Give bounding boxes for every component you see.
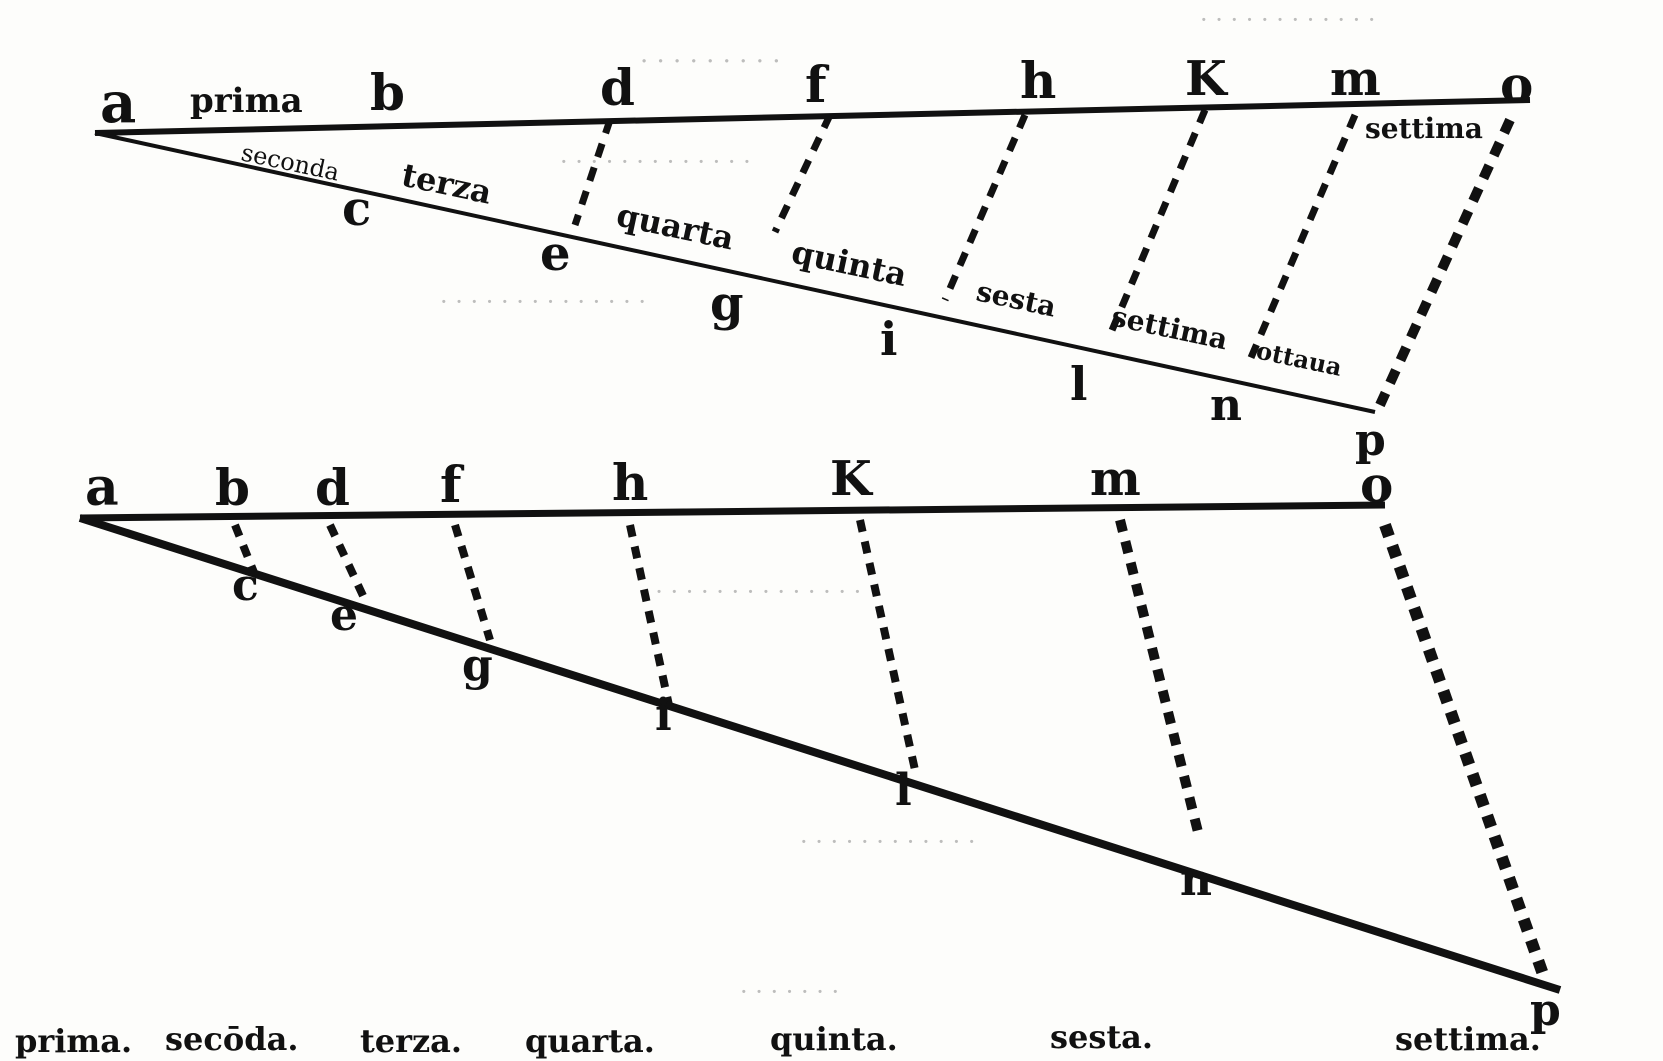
upper-label-p: p xyxy=(1355,415,1386,466)
caption-seconda: secōda. xyxy=(165,1020,299,1058)
lower-dash-h-i xyxy=(630,525,670,710)
upper-word-quinta: quinta xyxy=(788,232,911,295)
lower-label-K: K xyxy=(830,451,872,507)
upper-word-seconda: seconda xyxy=(238,138,342,187)
upper-word-terza: terza xyxy=(398,155,496,212)
upper-label-i: i xyxy=(880,312,898,366)
lower-top-line xyxy=(80,505,1385,518)
lower-dash-m-n xyxy=(1120,520,1200,840)
upper-figure xyxy=(95,51,1533,466)
lower-label-d: d xyxy=(315,458,350,517)
bottom-caption xyxy=(15,1018,1541,1060)
lower-dash-o-p xyxy=(1385,525,1545,980)
upper-label-e: e xyxy=(540,226,571,282)
lower-label-c: c xyxy=(232,560,259,611)
upper-word-sesta: sesta xyxy=(973,274,1060,324)
upper-label-h: h xyxy=(1020,51,1057,110)
lower-figure xyxy=(80,451,1561,1036)
ghost-line-3: · · · · · · · · · · · · · xyxy=(560,148,751,176)
upper-dash-h-i xyxy=(945,115,1025,300)
upper-word-ottaua: ottaua xyxy=(1253,335,1345,382)
lower-label-b: b xyxy=(215,458,250,517)
lower-label-l: l xyxy=(895,765,912,816)
lower-dash-K-l xyxy=(860,520,915,770)
lower-label-e: e xyxy=(330,590,358,641)
upper-label-d: d xyxy=(600,58,635,117)
upper-label-f: f xyxy=(805,55,827,114)
lower-dash-f-g xyxy=(455,525,490,640)
upper-label-a: a xyxy=(100,70,137,136)
upper-word-settima-top: settima xyxy=(1365,112,1483,145)
lower-label-f: f xyxy=(440,455,462,514)
ghost-line-5: · · · · · · · · · · · · · · · xyxy=(640,578,862,606)
upper-label-m: m xyxy=(1330,51,1381,107)
lower-label-g: g xyxy=(462,640,493,691)
caption-sesta: sesta. xyxy=(1050,1018,1154,1056)
ghost-line-2: · · · · · · · · · · · · xyxy=(1200,6,1376,34)
lower-dash-d-e xyxy=(330,525,365,600)
caption-settima: settima. xyxy=(1395,1020,1541,1058)
upper-label-K: K xyxy=(1185,51,1227,107)
caption-prima: prima. xyxy=(15,1022,133,1060)
upper-label-b: b xyxy=(370,63,405,122)
upper-word-prima: prima xyxy=(190,81,303,121)
upper-word-quarta: quarta xyxy=(613,195,738,258)
lower-label-m: m xyxy=(1090,451,1141,507)
ghost-line-6: · · · · · · · · · · · · xyxy=(800,828,976,856)
lower-label-n: n xyxy=(1180,855,1212,906)
upper-label-l: l xyxy=(1070,357,1088,411)
ghost-line-1: · · · · · · · · · xyxy=(640,47,781,77)
upper-label-c: c xyxy=(342,181,372,237)
caption-quinta: quinta. xyxy=(770,1020,898,1058)
upper-label-o: o xyxy=(1500,55,1534,114)
ghost-line-4: · · · · · · · · · · · · · · xyxy=(440,288,646,316)
upper-dash-o-p xyxy=(1380,120,1510,405)
lower-label-a: a xyxy=(85,457,119,518)
lower-label-i: i xyxy=(655,690,672,741)
lower-label-p: p xyxy=(1530,985,1561,1036)
upper-dash-m-n xyxy=(1250,115,1355,360)
caption-quarta: quarta. xyxy=(525,1022,655,1060)
upper-word-settima-lower: settima xyxy=(1108,299,1231,357)
lower-label-o: o xyxy=(1360,455,1394,514)
caption-terza: terza. xyxy=(360,1022,463,1060)
upper-label-n: n xyxy=(1210,380,1242,431)
upper-label-g: g xyxy=(710,276,744,332)
ghost-line-7: · · · · · · · xyxy=(740,978,840,1006)
lower-label-h: h xyxy=(612,453,649,512)
upper-dash-f-g xyxy=(775,115,830,232)
